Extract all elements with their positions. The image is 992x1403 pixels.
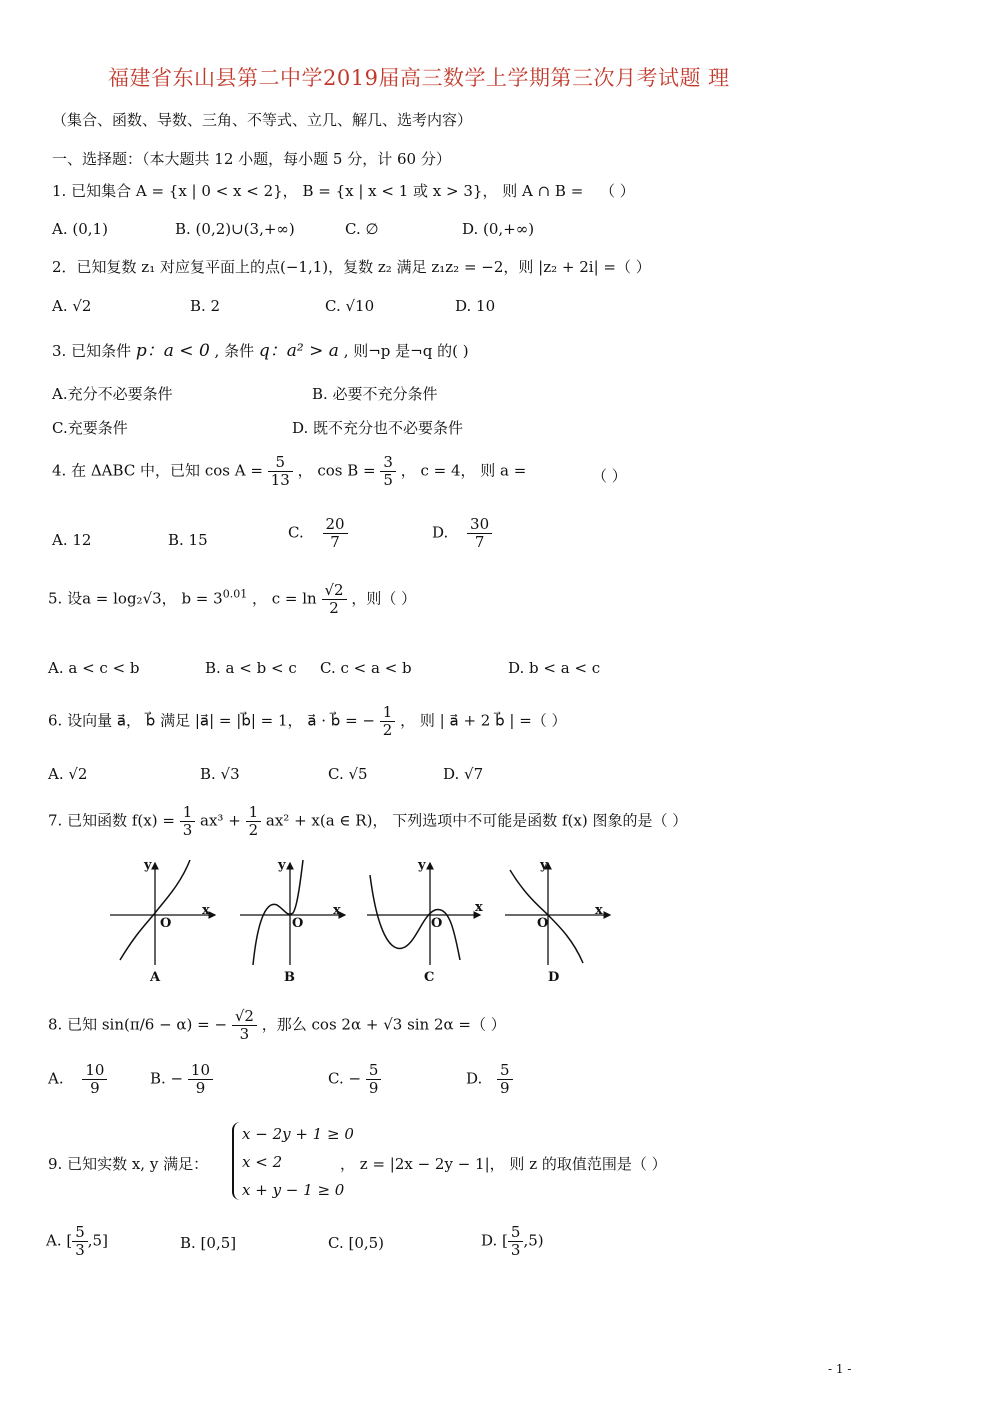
q6-den: 2 <box>382 721 393 739</box>
q4-d-num: 30 <box>467 516 492 534</box>
subtitle: （集合、函数、导数、三角、不等式、立几、解几、选考内容） <box>52 111 473 129</box>
graph-b-x-label: x <box>333 903 341 918</box>
q9-option-a-fraction <box>72 1224 88 1259</box>
q3-stem <box>52 341 469 361</box>
q9-option-a <box>46 1224 108 1259</box>
q7-stem-2: ax³ + <box>200 811 241 830</box>
q8-a-den: 9 <box>90 1079 100 1097</box>
q5-fraction <box>322 582 347 617</box>
q9-option-d-right: ,5) <box>523 1231 544 1250</box>
q7-f2-den: 2 <box>248 821 259 839</box>
q7-f1-den: 3 <box>182 821 193 839</box>
q8-option-d <box>466 1062 513 1097</box>
q4-f1-den: 13 <box>270 471 290 489</box>
q5-option-a: A. a < c < b <box>48 659 140 677</box>
q4-stem-1: 4. 在 ΔABC 中，已知 cos A = <box>52 461 263 480</box>
q9-constraint-1: x − 2y + 1 ≥ 0 <box>242 1125 354 1143</box>
q3-option-d: D. 既不充分也不必要条件 <box>292 419 464 437</box>
q9-option-c: C. [0,5) <box>328 1234 385 1252</box>
q8-num: √2 <box>232 1008 257 1026</box>
q2-option-b: B. 2 <box>190 297 221 315</box>
page-title: 福建省东山县第二中学2019届高三数学上学期第三次月考试题 理 <box>108 66 730 90</box>
graph-c-caption: C <box>424 970 435 985</box>
q4-option-d-fraction <box>467 516 492 551</box>
q1-option-c: C. ∅ <box>345 220 379 238</box>
q3-option-a: A.充分不必要条件 <box>52 385 173 403</box>
q9-stem-2: ， z = |2x − 2y − 1|， 则 z 的取值范围是（ ） <box>340 1155 667 1173</box>
q4-stem-2: ， cos B = <box>297 461 376 480</box>
q7-graphs <box>105 855 625 975</box>
q8-option-b-fraction <box>188 1062 213 1097</box>
q4-stem <box>52 454 526 489</box>
q9-option-d-fraction <box>508 1224 524 1259</box>
q9-option-d-left: D. [ <box>481 1231 508 1250</box>
q4-f1-num: 5 <box>268 454 293 472</box>
graph-b <box>240 860 345 965</box>
q8-c-num: 5 <box>366 1062 382 1080</box>
q3-condition-p: p：a < 0 <box>135 341 210 361</box>
q4-option-d-label: D. <box>432 523 449 542</box>
q8-den: 3 <box>239 1025 250 1043</box>
q8-stem-1: 8. 已知 sin(π/6 − α) = − <box>48 1015 228 1034</box>
q3-option-b: B. 必要不充分条件 <box>312 385 438 403</box>
q6-option-d: D. √7 <box>443 765 484 783</box>
q1-option-b: B. (0,2)∪(3,+∞) <box>175 220 295 238</box>
graph-d-caption: D <box>548 970 560 985</box>
q8-fraction <box>232 1008 257 1043</box>
q3-stem-b: , 条件 <box>214 342 255 360</box>
q8-option-b-label: B. − <box>150 1069 184 1088</box>
q5-stem-2: ， c = ln <box>251 589 317 608</box>
q4-option-c-fraction <box>323 516 348 551</box>
graph-c-origin: O <box>431 916 443 931</box>
q4-c-den: 7 <box>330 533 340 551</box>
graph-a-x-label: x <box>202 903 210 918</box>
graph-b-caption: B <box>284 970 295 985</box>
q8-stem <box>48 1008 506 1043</box>
q9-a-num: 5 <box>72 1224 88 1242</box>
q8-b-den: 9 <box>195 1079 206 1097</box>
q6-num: 1 <box>380 704 396 722</box>
q6-stem-2: ， 则 | a⃗ + 2 b⃗ | =（ ） <box>400 711 567 730</box>
q1-stem: 1. 已知集合 A = {x | 0 < x < 2}， B = {x | x < 1 或 x > 3}， 则 A ∩ B = <box>52 182 584 200</box>
q7-stem <box>48 804 687 839</box>
q5-exponent: 0.01 <box>222 587 248 601</box>
q5-option-d: D. b < a < c <box>508 659 601 677</box>
q4-fraction-2 <box>380 454 396 489</box>
q4-option-c <box>288 516 348 551</box>
q4-option-c-label: C. <box>288 523 304 542</box>
q4-fraction-1 <box>268 454 293 489</box>
q4-option-b: B. 15 <box>168 531 208 549</box>
graph-b-y-label: y <box>278 858 286 873</box>
q5-den: 2 <box>329 599 339 617</box>
q8-option-c-fraction <box>366 1062 382 1097</box>
q8-option-c-label: C. − <box>328 1069 362 1088</box>
q9-d-num: 5 <box>508 1224 524 1242</box>
q5-option-b: B. a < b < c <box>205 659 297 677</box>
q2-stem: 2．已知复数 z₁ 对应复平面上的点(−1,1)，复数 z₂ 满足 z₁z₂ = −2，则 |z₂ + 2i| =（ ） <box>52 258 651 276</box>
q8-option-d-label: D. <box>466 1069 483 1088</box>
q8-option-a-label: A. <box>48 1069 64 1088</box>
q7-fraction-2 <box>246 804 262 839</box>
graph-d-origin: O <box>537 916 549 931</box>
q8-b-num: 10 <box>188 1062 213 1080</box>
q1-option-d: D. (0,+∞) <box>462 220 535 238</box>
q6-fraction <box>380 704 396 739</box>
q5-stem <box>48 582 416 617</box>
q9-brace <box>232 1122 242 1200</box>
q1-option-a: A. (0,1) <box>52 220 108 238</box>
q9-constraint-3: x + y − 1 ≥ 0 <box>242 1181 345 1199</box>
q8-option-d-fraction <box>497 1062 513 1097</box>
graph-c-x-label: x <box>475 900 483 915</box>
q4-answer-paren: （ ） <box>592 467 627 485</box>
q2-option-a: A. √2 <box>52 297 92 315</box>
q7-f2-num: 1 <box>246 804 262 822</box>
q9-stem-1: 9. 已知实数 x, y 满足： <box>48 1155 209 1173</box>
q3-stem-a: 3. 已知条件 <box>52 342 132 360</box>
q3-stem-c: , 则¬p 是¬q 的( ) <box>343 342 469 360</box>
graph-a-caption: A <box>150 970 161 985</box>
q5-num: √2 <box>322 582 347 600</box>
q4-option-d <box>432 516 492 551</box>
graph-a-origin: O <box>160 916 172 931</box>
q4-d-den: 7 <box>474 533 485 551</box>
q7-stem-1: 7. 已知函数 f(x) = <box>48 811 175 830</box>
q1-answer-paren: （ ） <box>600 182 635 200</box>
graph-d-y-label: y <box>540 858 548 873</box>
q7-fraction-1 <box>180 804 196 839</box>
graph-c <box>367 863 480 965</box>
q6-option-b: B. √3 <box>200 765 240 783</box>
q9-option-d <box>481 1224 544 1259</box>
q6-stem <box>48 704 567 739</box>
q8-option-c <box>328 1062 381 1097</box>
q4-option-a: A. 12 <box>52 531 92 549</box>
q8-option-b <box>150 1062 213 1097</box>
q8-d-den: 9 <box>500 1079 510 1097</box>
q9-option-b: B. [0,5] <box>180 1234 237 1252</box>
q5-stem-3: ，则（ ） <box>351 589 417 608</box>
graph-a-y-label: y <box>144 858 152 873</box>
q9-constraint-2: x < 2 <box>242 1153 283 1171</box>
q9-d-den: 3 <box>510 1241 521 1259</box>
q3-condition-q: q：a² > a <box>258 341 339 361</box>
q2-option-c: C. √10 <box>325 297 375 315</box>
q8-a-num: 10 <box>82 1062 107 1080</box>
q2-option-d: D. 10 <box>455 297 496 315</box>
q8-c-den: 9 <box>368 1079 379 1097</box>
q5-stem-1: 5. 设a = log₂√3， b = 3 <box>48 589 223 608</box>
section-heading: 一、选择题：（本大题共 12 小题，每小题 5 分，计 60 分） <box>52 150 451 168</box>
q7-f1-num: 1 <box>180 804 196 822</box>
q8-option-a <box>48 1062 107 1097</box>
page-number: - 1 - <box>828 1362 852 1376</box>
q9-option-a-left: A. [ <box>46 1231 73 1250</box>
q4-f2-num: 3 <box>380 454 396 472</box>
q8-d-num: 5 <box>497 1062 513 1080</box>
q8-option-a-fraction <box>82 1062 107 1097</box>
q9-option-a-right: ,5] <box>87 1231 108 1250</box>
q6-option-a: A. √2 <box>48 765 88 783</box>
graph-d-x-label: x <box>595 903 603 918</box>
q9-a-den: 3 <box>75 1241 85 1259</box>
graph-a <box>110 860 215 965</box>
q8-stem-2: ，那么 cos 2α + √3 sin 2α =（ ） <box>261 1015 506 1034</box>
q6-stem-1: 6. 设向量 a⃗， b⃗ 满足 |a⃗| = |b⃗| = 1， a⃗ · b⃗ = − <box>48 711 376 730</box>
q3-option-c: C.充要条件 <box>52 419 128 437</box>
q7-stem-3: ax² + x(a ∈ R)， 下列选项中不可能是函数 f(x) 图象的是（ ） <box>265 811 688 830</box>
graph-b-origin: O <box>292 916 304 931</box>
q6-option-c: C. √5 <box>328 765 368 783</box>
q5-option-c: C. c < a < b <box>320 659 412 677</box>
q4-f2-den: 5 <box>383 471 393 489</box>
q4-stem-3: ， c = 4， 则 a = <box>400 461 527 480</box>
graph-c-y-label: y <box>418 858 426 873</box>
q4-c-num: 20 <box>323 516 348 534</box>
